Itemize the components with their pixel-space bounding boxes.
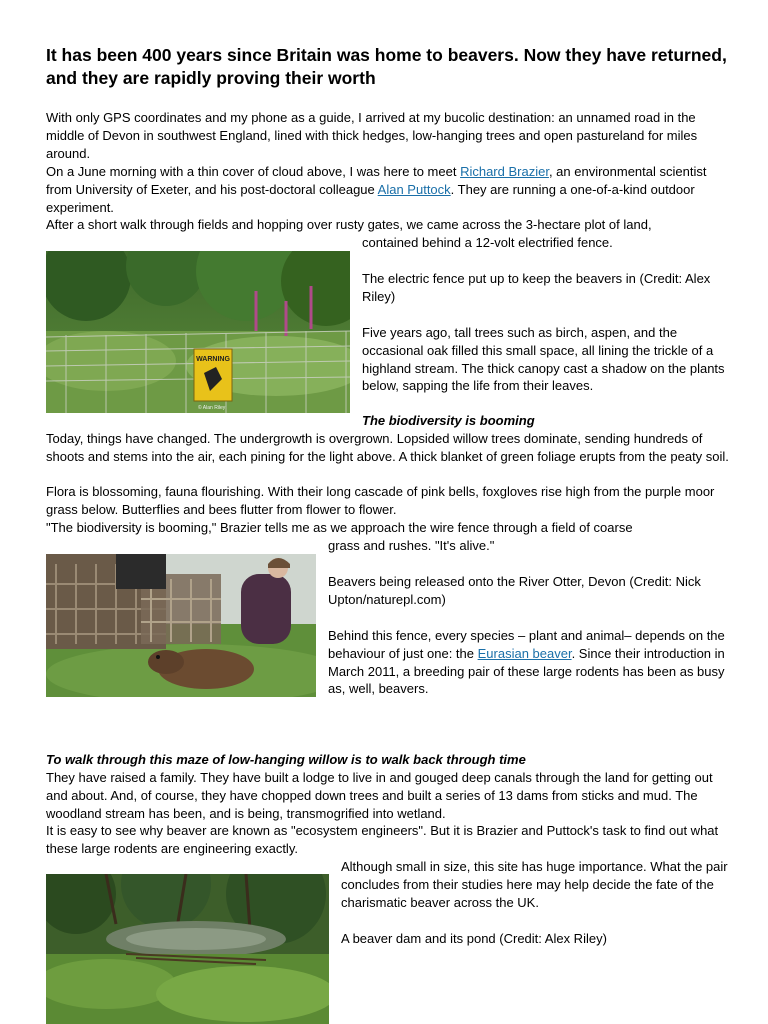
- paragraph-booming-quote-cont: grass and rushes. "It's alive.": [328, 538, 495, 553]
- paragraph-meeting-text-1: On a June morning with a thin cover of cloud above, I was here to meet: [46, 164, 461, 179]
- beaver-dam-photo: [46, 874, 329, 1024]
- article-title: It has been 400 years since Britain was home to beavers. Now they have returned, and they are rapidly proving their worth: [46, 45, 727, 88]
- subheading-maze: To walk through this maze of low-hanging willow is to walk back through time: [46, 752, 526, 767]
- caption-beaver-release: Beavers being released onto the River Otter, Devon (Credit: Nick Upton/naturepl.com): [328, 574, 701, 607]
- paragraph-intro: With only GPS coordinates and my phone as a guide, I arrived at my bucolic destination: an unnamed road in the middle of Devon in southwest England, lined with thick hedges, low-hanging trees and open pastureland for miles around.: [46, 110, 698, 161]
- paragraph-flora: Flora is blossoming, fauna flourishing. With their long cascade of pink bells, foxgloves rise high from the purple moor grass below. Butterflies and bees flutter from flower to flower.: [46, 484, 715, 517]
- paragraph-meeting-text-3: . They are running a one-of-a-kind outdoor experiment.: [46, 181, 695, 215]
- caption-beaver-dam: A beaver dam and its pond (Credit: Alex Riley): [341, 931, 607, 946]
- fence-photo: [46, 251, 350, 413]
- fence-photo-credit: © Alan Riley: [198, 405, 226, 411]
- paragraph-five-years: Five years ago, tall trees such as birch, aspen, and the occasional oak filled this small space, all lining the trickle of a highland stream. The thick canopy cast a shadow on the plants below, sapping the life from their leaves.: [362, 325, 725, 394]
- paragraph-booming-quote: "The biodiversity is booming," Brazier tells me as we approach the wire fence through a field of coarse: [46, 520, 633, 535]
- paragraph-behind-fence-text-2: . Since their introduction in March 2011, a breeding pair of these large rodents has been as busy as, well, beavers.: [328, 645, 725, 697]
- link-eurasian-beaver[interactable]: Eurasian beaver: [477, 645, 572, 661]
- paragraph-today: Today, things have changed. The undergrowth is overgrown. Lopsided willow trees dominate, sending hundreds of shoots and stems into the air, each pining for the light above. A thick blanket of green foliage erupts from the peaty soil.: [46, 431, 729, 464]
- link-richard-brazier[interactable]: Richard Brazier: [460, 164, 549, 179]
- paragraph-ecosystem-engineers: It is easy to see why beaver are known as "ecosystem engineers". But it is Brazier and Puttock's task to find out what these large rodents are engineering exactly.: [46, 823, 719, 856]
- warning-sign-text: WARNING: [196, 356, 230, 363]
- paragraph-meeting-text-2: , an environmental scientist from University of Exeter, and his post-doctoral colleague: [46, 164, 707, 197]
- paragraph-behind-fence-text-1: Behind this fence, every species – plant and animal– depends on the behaviour of just one: the: [328, 628, 725, 661]
- link-alan-puttock[interactable]: Alan Puttock: [377, 181, 451, 197]
- paragraph-behind-fence: [328, 627, 728, 698]
- paragraph-importance: Although small in size, this site has huge importance. What the pair concludes from their studies here may help decide the fate of the charismatic beaver across the UK.: [341, 859, 728, 910]
- beaver-release-photo: [46, 554, 316, 697]
- caption-fence: The electric fence put up to keep the beavers in (Credit: Alex Riley): [362, 271, 711, 304]
- paragraph-walk: After a short walk through fields and hopping over rusty gates, we came across the 3-hectare plot of land,: [46, 217, 652, 232]
- paragraph-meeting: [46, 163, 736, 216]
- subheading-biodiversity: The biodiversity is booming: [362, 413, 535, 428]
- paragraph-walk-cont: contained behind a 12-volt electrified fence.: [362, 235, 613, 250]
- paragraph-family: They have raised a family. They have built a lodge to live in and gouged deep canals through the land for getting out and about. And, of course, they have chopped down trees and built a series of 13 dams from sticks and mud. The woodland stream has been, and is being, transmogrified into wetland.: [46, 770, 713, 821]
